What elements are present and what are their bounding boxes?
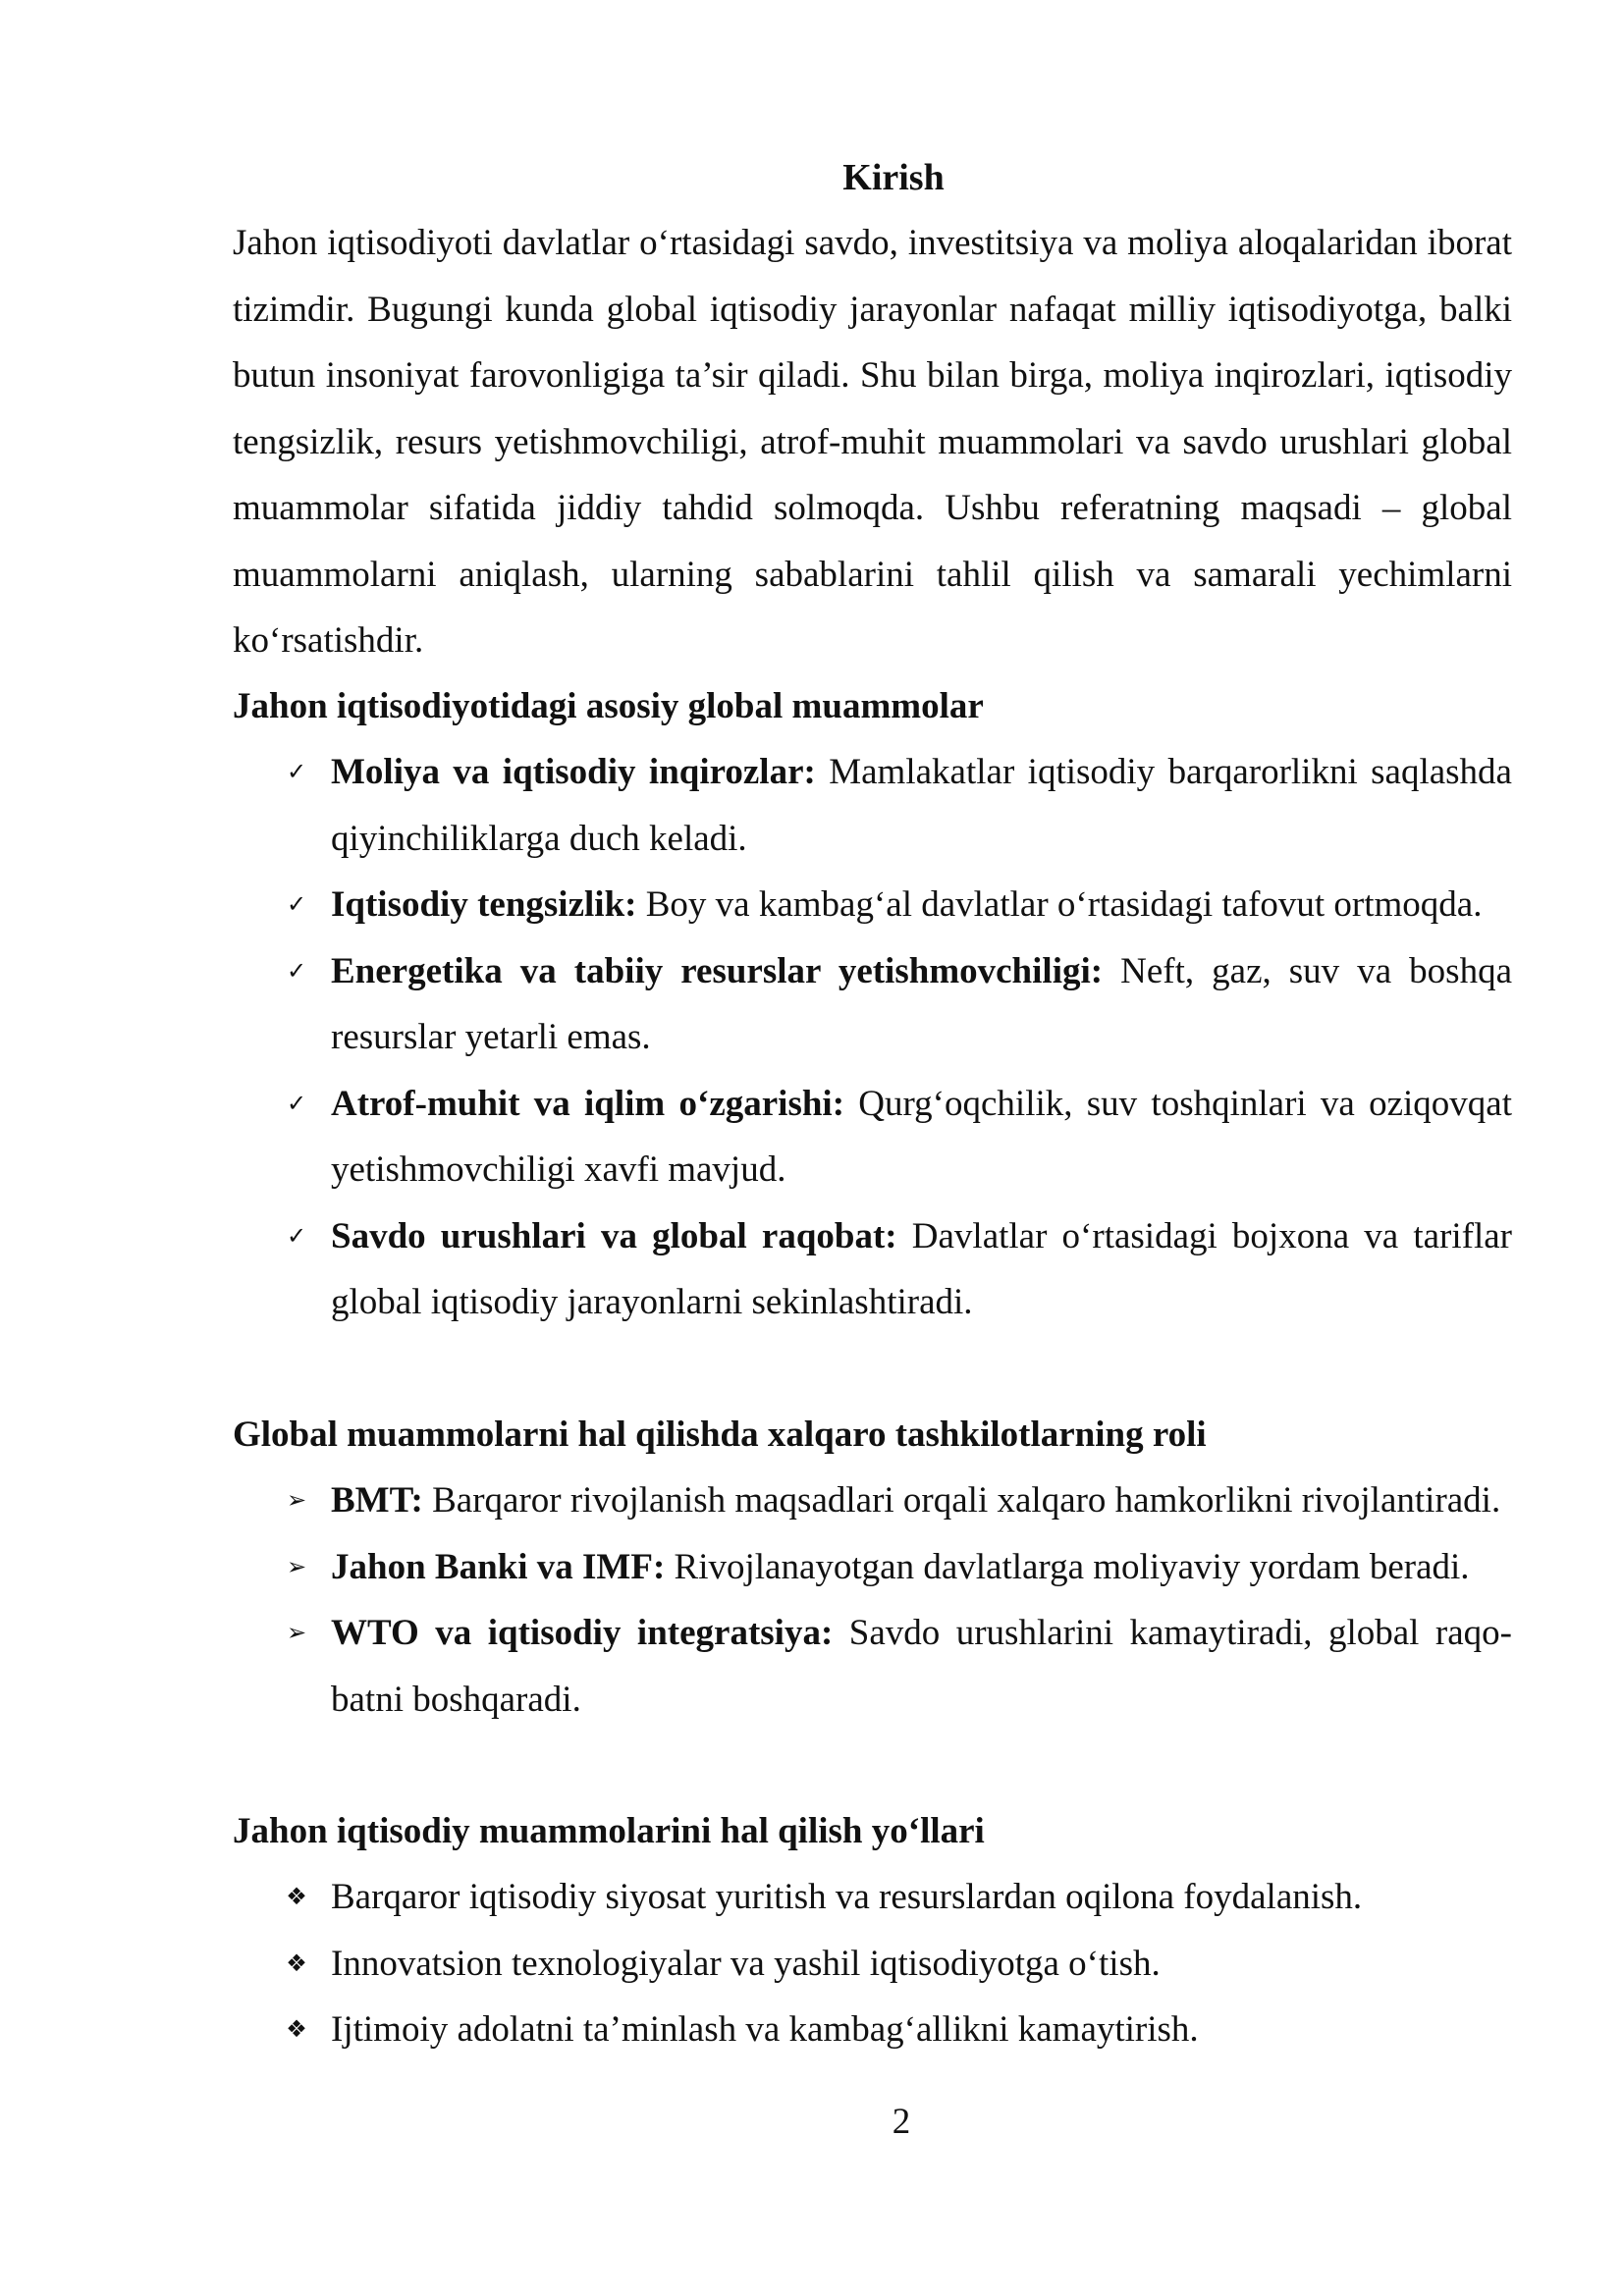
item-term: Atrof-muhit va iqlim o‘zgarishi: xyxy=(331,1083,845,1124)
diamond-bullet-icon: ❖ xyxy=(286,1949,307,1977)
list-item xyxy=(233,1864,1512,1931)
list-item xyxy=(233,1468,1512,1534)
item-term: Savdo urushlari va global raqobat: xyxy=(331,1215,897,1256)
list-item xyxy=(233,1534,1512,1601)
item-text: Rivojlanayotgan davlatlarga moliyaviy yordam beradi. xyxy=(665,1546,1470,1587)
document-title: Kirish xyxy=(842,157,945,198)
item-text: Davlatlar o‘rtasidagi bojxona va tariflar global iqtisodiy jarayonlarni sekinlashtiradi. xyxy=(331,1215,1512,1322)
list-item xyxy=(233,872,1512,938)
item-text: Neft, gaz, suv va boshqa resurslar yetarli emas. xyxy=(331,950,1512,1057)
item-term: Iqtisodiy tengsizlik: xyxy=(331,884,637,925)
arrow-bullet-icon: ➢ xyxy=(286,1552,307,1580)
diamond-bullet-icon: ❖ xyxy=(286,2015,307,2043)
checkmark-icon: ✓ xyxy=(286,758,307,785)
section-heading-solutions: Jahon iqtisodiy muammolarini hal qilish yo‘llari xyxy=(233,1811,985,1851)
item-term: Moliya va iqtisodiy inqirozlar: xyxy=(331,752,816,792)
section-heading-international-organizations: Global muammolarni hal qilishda xalqaro tashkilotlarning roli xyxy=(233,1415,1207,1455)
item-term: Energetika va tabiiy resurslar yetishmovchiligi: xyxy=(331,950,1104,991)
list-item xyxy=(233,1203,1512,1336)
page-number: 2 xyxy=(892,2102,911,2142)
solutions-list xyxy=(233,1864,1512,2063)
item-text: Innovatsion texnologiyalar va yashil iqtisodiyotga o‘tish. xyxy=(331,1943,1161,1984)
list-item xyxy=(233,739,1512,872)
list-item xyxy=(233,1600,1512,1733)
international-organizations-list xyxy=(233,1468,1512,1733)
list-item xyxy=(233,938,1512,1071)
item-text: Savdo urushlarini kamaytiradi, global raqobatni boshqaradi. xyxy=(331,1613,1512,1720)
list-item xyxy=(233,1071,1512,1203)
checkmark-icon: ✓ xyxy=(286,1089,307,1117)
checkmark-icon: ✓ xyxy=(286,1221,307,1250)
intro-paragraph: Jahon iqtisodiyoti davlatlar o‘rtasidagi savdo, investitsiya va moliya aloqalaridan iborat tizimdir. Bugungi kunda global iqtisodiy jarayonlar nafaqat milliy iqtisodiyotga, balki butun insoniyat farovonligiga ta’sir qiladi. Shu bilan birga, moliya inqirozlari, iqtisodiy tengsizlik, resurs yetishmovchiligi, atrof-muhit muammolari va savdo urushlari global muammolar sifatida jiddiy tahdid solmoqda. Ushbu referatning maqsadi – global muammolarni aniqlash, ularning sabablarini tahlil qilish va samarali yechimlarni ko‘rsatishdir. xyxy=(233,223,1512,661)
arrow-bullet-icon: ➢ xyxy=(286,1619,307,1646)
list-item xyxy=(233,1997,1512,2063)
diamond-bullet-icon: ❖ xyxy=(286,1883,307,1910)
item-text: Boy va kambag‘al davlatlar o‘rtasidagi tafovut ortmoqda. xyxy=(636,884,1483,925)
item-term: Jahon Banki va IMF: xyxy=(331,1546,666,1587)
item-text: Mamlakatlar iqtisodiy barqarorlikni saqlashda qiyinchiliklarga duch keladi. xyxy=(331,752,1512,859)
arrow-bullet-icon: ➢ xyxy=(286,1486,307,1514)
item-text: Ijtimoiy adolatni ta’minlash va kambag‘allikni kamaytirish. xyxy=(331,2009,1199,2050)
item-text: Barqaror iqtisodiy siyosat yuritish va resurslardan oqilona foydalanish. xyxy=(331,1877,1363,1917)
list-item xyxy=(233,1931,1512,1998)
section-heading-global-problems: Jahon iqtisodiyotidagi asosiy global muammolar xyxy=(233,686,984,726)
item-term: BMT: xyxy=(331,1480,423,1521)
checkmark-icon: ✓ xyxy=(286,890,307,918)
item-text: Barqaror rivojlanish maqsadlari orqali xalqaro hamkorlikni rivojlantiradi. xyxy=(422,1480,1501,1521)
item-term: WTO va iqtisodiy integratsiya: xyxy=(331,1613,834,1653)
item-text: Qurg‘oqchilik, suv toshqinlari va oziqovqat yetishmovchiligi xavfi mavjud. xyxy=(331,1083,1512,1190)
checkmark-icon: ✓ xyxy=(286,956,307,985)
global-problems-list xyxy=(233,739,1512,1336)
